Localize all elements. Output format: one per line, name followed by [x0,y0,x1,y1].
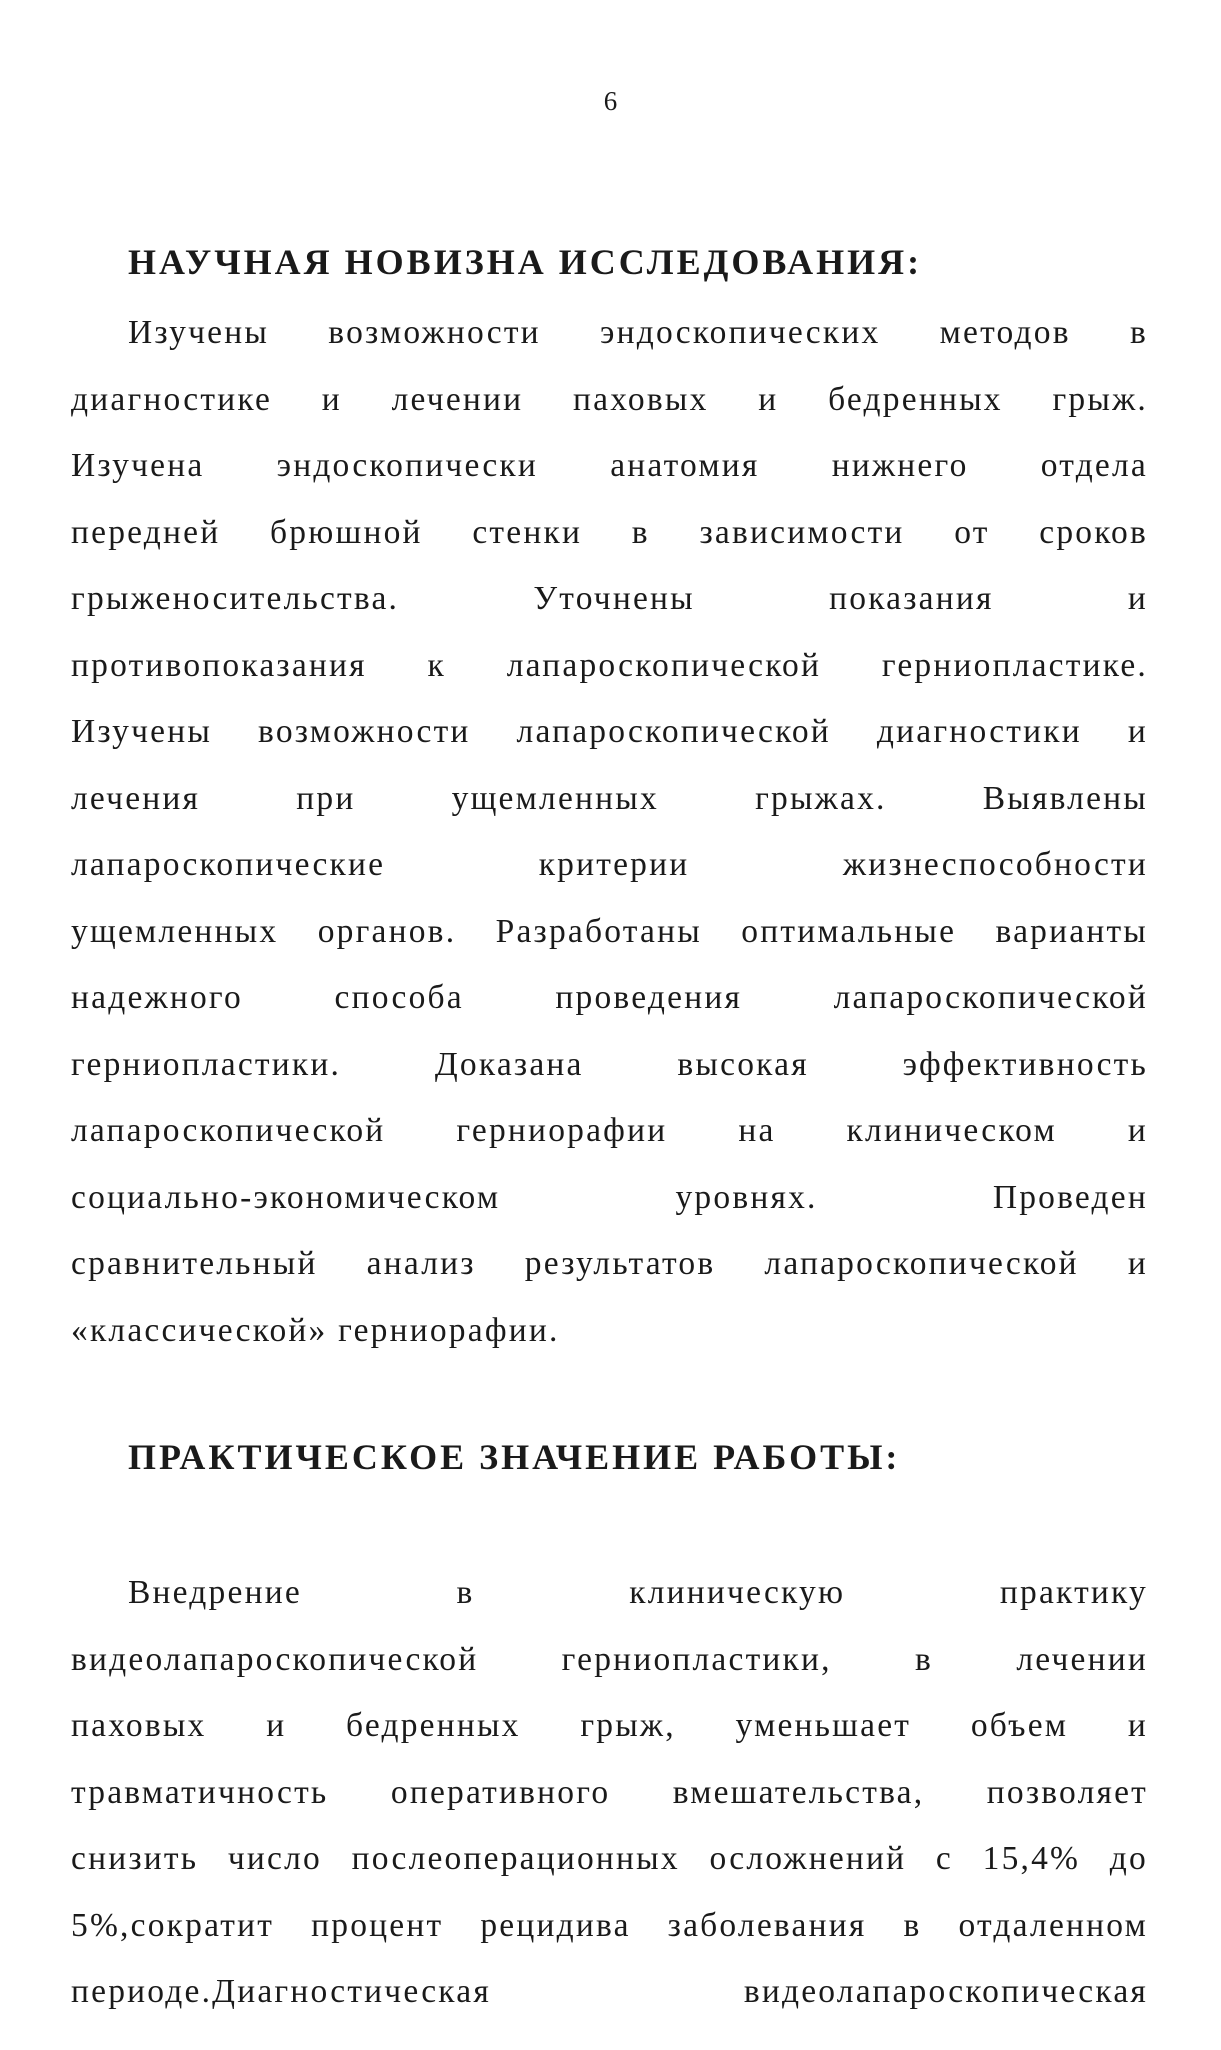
text-line: лапароскопические критерии жизнеспособности [71,846,1148,883]
text-line: снизить число послеоперационных осложнений с 15,4% до [71,1840,1148,1877]
text-line: противопоказания к лапароскопической герниопластике. [71,646,1148,684]
text-line: лечения при ущемленных грыжах. Выявлены [71,779,1148,817]
text-line: диагностике и лечении паховых и бедренных грыж. [71,380,1148,418]
text-line: Внедрение в клиническую практику [128,1574,1148,1611]
text-line: 5%,сократит процент рецидива заболевания в отдаленном [71,1906,1148,1944]
text-line: Изучена эндоскопически анатомия нижнего отдела [71,447,1148,484]
text-line: травматичность оперативного вмешательства, позволяет [71,1773,1148,1811]
text-line: видеолапароскопической герниопластики, в лечении [71,1640,1148,1678]
section-heading-practical: ПРАКТИЧЕСКОЕ ЗНАЧЕНИЕ РАБОТЫ: [128,1437,901,1477]
text-line: Изучены возможности лапароскопической диагностики и [71,713,1148,750]
text-line: социально-экономическом уровнях. Проведен [71,1178,1148,1216]
text-line: герниопластики. Доказана высокая эффективность [71,1045,1148,1083]
text-line: «классической» герниорафии. [71,1311,560,1349]
text-line: Изучены возможности эндоскопических методов в [128,314,1148,351]
section-heading-novelty: НАУЧНАЯ НОВИЗНА ИССЛЕДОВАНИЯ: [128,242,923,282]
text-line: периоде.Диагностическая видеолапароскопическая [71,1973,1148,2010]
text-line: грыженосительства. Уточнены показания и [71,580,1148,617]
page-number: 6 [603,86,618,116]
paragraph-practical [71,1571,1148,2037]
paragraph-novelty [71,311,1148,1375]
text-line: надежного способа проведения лапароскопической [71,979,1148,1016]
text-line: ущемленных органов. Разработаны оптимальные варианты [71,912,1148,950]
text-line: передней брюшной стенки в зависимости от сроков [71,513,1148,551]
text-line: сравнительный анализ результатов лапароскопической и [71,1245,1148,1282]
text-line: лапароскопической герниорафии на клиническом и [71,1112,1148,1149]
text-line: паховых и бедренных грыж, уменьшает объем и [71,1707,1148,1744]
